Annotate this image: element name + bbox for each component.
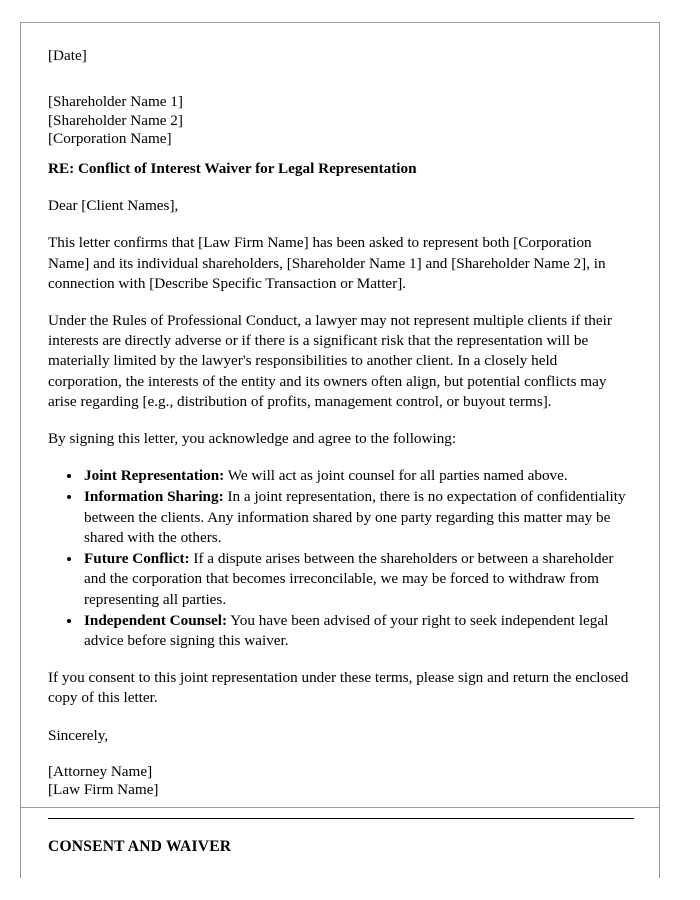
section-divider [48,818,634,819]
spacer [48,800,634,806]
closing: Sincerely, [48,726,109,744]
term-text: In a joint representation, there is no expectation of confidentiality between the clients. Any information shared by one party regarding this matter may be shared with the others. [84,488,626,546]
list-item [82,466,634,486]
term-label: Independent Counsel: [84,611,228,629]
consent-and-waiver-heading: CONSENT AND WAIVER [48,837,232,855]
signature-line: [Law Firm Name] [48,781,159,799]
term-text: If a dispute arises between the shareholders or between a shareholder and the corporation that becomes irreconcilable, we may be forced to withdraw from representing all parties. [84,550,614,608]
term-label: Joint Representation: [84,467,225,485]
spacer [48,83,634,93]
signature-line: [Attorney Name] [48,762,153,780]
paragraph-acknowledgement-intro: By signing this letter, you acknowledge and agree to the following: [48,430,457,448]
spacer [48,149,634,159]
letter-content [48,46,634,858]
list-item [82,549,634,610]
date-line: [Date] [48,47,87,64]
salutation: Dear [Client Names], [48,197,179,215]
list-item [82,487,634,548]
recipient-line: [Shareholder Name 1] [48,93,183,111]
paragraph-introduction: This letter confirms that [Law Firm Name] has been asked to represent both [Corporation Name] and its individual shareholders, [Shareholder Name 1] and [Shareholder Name 2], in connection with [Describe Specific Transaction or Matter]. [48,234,606,292]
recipient-block [48,93,634,149]
term-text: You have been advised of your right to seek independent legal advice before signing this waiver. [84,611,609,650]
term-label: Information Sharing: [84,488,224,506]
paragraph-rules-of-conduct: Under the Rules of Professional Conduct, a lawyer may not represent multiple clients if their interests are directly adverse or if there is a significant risk that the representation will be materially limited by the lawyer's responsibilities to another client. In a closely held corporation, the interests of the entity and its owners often align, but potential conflicts may arise regarding [e.g., distribution of profits, management control, or buyout terms]. [48,311,612,410]
subject-line: RE: Conflict of Interest Waiver for Legal Representation [48,159,417,177]
list-item [82,611,634,651]
term-label: Future Conflict: [84,550,190,568]
recipient-line: [Shareholder Name 2] [48,111,183,129]
terms-list [48,466,634,651]
term-text: We will act as joint counsel for all parties named above. [224,467,568,485]
recipient-line: [Corporation Name] [48,130,172,148]
paragraph-consent-instruction: If you consent to this joint representation under these terms, please sign and return the enclosed copy of this letter. [48,669,629,707]
signature-block [48,763,634,800]
